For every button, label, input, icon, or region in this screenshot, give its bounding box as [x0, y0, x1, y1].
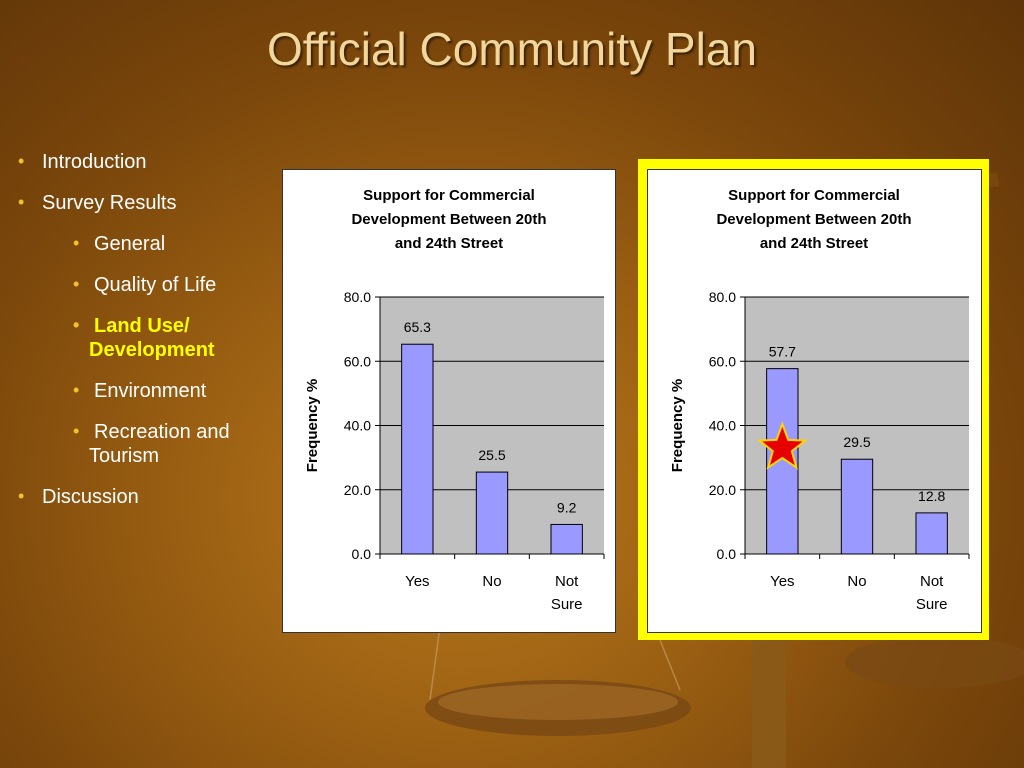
bar-value-label: 12.8: [918, 487, 946, 504]
bar: [551, 524, 582, 554]
chart-panel-right: [647, 169, 982, 633]
x-tick-label: No: [482, 573, 502, 590]
nav-item-label: Discussion: [42, 486, 139, 508]
nav-item-general[interactable]: [18, 232, 268, 256]
bullet-icon: •: [73, 421, 80, 441]
bar: [402, 344, 433, 554]
nav-item-label: Survey Results: [42, 192, 177, 214]
scale-pan-right: [845, 636, 1024, 688]
bullet-icon: •: [18, 151, 25, 171]
bar-value-label: 9.2: [556, 499, 577, 516]
y-tick-label: 80.0: [343, 289, 371, 305]
x-tick-label: Not: [919, 573, 944, 590]
x-tick-label: Not: [554, 573, 579, 590]
y-tick-label: 0.0: [351, 546, 371, 562]
x-tick-label: Sure: [915, 596, 948, 613]
nav-item-label: Land Use/ Development: [89, 315, 215, 361]
scale-pan-left-inner: [438, 684, 678, 720]
y-tick-label: 20.0: [708, 481, 736, 498]
x-tick-label: No: [847, 573, 867, 590]
x-tick-label: Yes: [770, 573, 795, 590]
y-tick-label: 60.0: [708, 353, 736, 370]
x-tick-label: Sure: [550, 596, 583, 613]
nav-item-label: Environment: [94, 380, 207, 402]
bar-chart-right: [648, 170, 981, 632]
nav-item-label: General: [94, 233, 166, 255]
bar-value-label: 65.3: [403, 319, 431, 336]
y-axis-label: Frequency %: [669, 378, 686, 473]
y-tick-label: 0.0: [716, 546, 736, 562]
chart-title-line: Support for Commercial: [363, 187, 535, 204]
y-axis-label: Frequency %: [304, 378, 321, 473]
chart-title-line: Support for Commercial: [728, 187, 900, 204]
y-tick-label: 80.0: [708, 289, 736, 305]
bar: [841, 459, 872, 554]
bar-value-label: 29.5: [843, 434, 871, 451]
bullet-icon: •: [18, 192, 25, 212]
nav-item-land-use-development[interactable]: [18, 314, 254, 362]
chart-title-line: Development Between 20th: [716, 211, 912, 228]
bullet-icon: •: [73, 274, 80, 294]
nav-item-introduction[interactable]: [18, 150, 268, 174]
bar-value-label: 25.5: [478, 447, 506, 464]
nav-item-discussion[interactable]: [18, 485, 268, 509]
nav-item-survey-results[interactable]: [18, 191, 268, 215]
y-tick-label: 60.0: [343, 353, 371, 370]
nav-item-label: Recreation and Tourism: [89, 421, 230, 467]
slide-title: Official Community Plan: [267, 23, 757, 75]
chart-title-line: and 24th Street: [394, 235, 504, 252]
bullet-icon: •: [18, 486, 25, 506]
y-tick-label: 40.0: [708, 417, 736, 434]
x-tick-label: Yes: [405, 573, 430, 590]
y-tick-label: 40.0: [343, 417, 371, 434]
bullet-icon: •: [73, 233, 80, 253]
bar-value-label: 57.7: [768, 343, 796, 360]
nav-item-label: Introduction: [42, 151, 147, 173]
bar: [916, 513, 947, 554]
chart-panel-left: [282, 169, 616, 633]
y-tick-label: 20.0: [343, 481, 371, 498]
nav-item-quality-of-life[interactable]: [18, 273, 268, 297]
chart-title-line: Development Between 20th: [351, 211, 547, 228]
nav-item-environment[interactable]: [18, 379, 268, 403]
bullet-icon: •: [73, 315, 80, 335]
bar: [476, 472, 507, 554]
scale-pillar: [752, 640, 786, 768]
nav-item-label: Quality of Life: [94, 274, 217, 296]
bar-chart-left: [283, 170, 615, 632]
bullet-icon: •: [73, 380, 80, 400]
slide-outline-nav: [18, 150, 268, 526]
chart-title-line: and 24th Street: [759, 235, 869, 252]
nav-item-recreation-and-tourism[interactable]: [18, 420, 274, 468]
